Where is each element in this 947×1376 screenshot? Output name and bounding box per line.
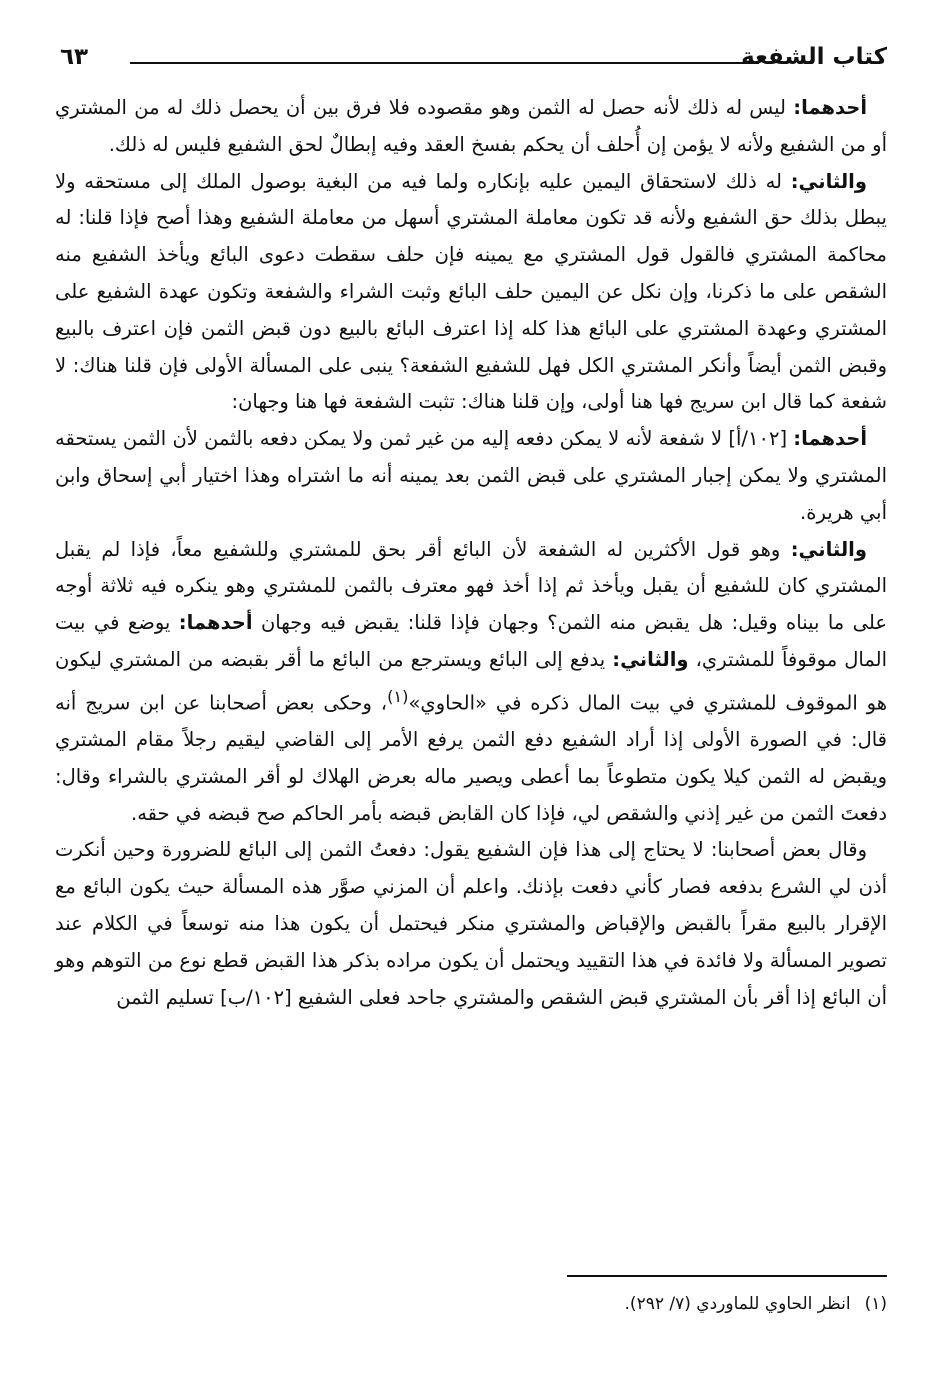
footnote-reference[interactable]: (١)	[387, 686, 409, 706]
paragraph-text: [١٠٢/أ] لا شفعة لأنه لا يمكن دفعه إليه من غير ثمن ولا يمكن دفعه بالثمن لأن الثمن يستحقه المشتري ولا يمكن إجبار المشتري على قبض الثمن بعد يمينه أنه ما اشتراه وهذا اختيار أبي إسحاق وابن أبي هريرة.	[55, 427, 887, 524]
main-text	[55, 90, 887, 1016]
paragraph	[55, 421, 887, 531]
inline-lead: أحدهما:	[178, 611, 253, 635]
footnote	[55, 1290, 887, 1318]
paragraph-text: له ذلك لاستحقاق اليمين عليه بإنكاره ولما فيه من البغية بوصول الملك إلى مستحقه ولا يبطل بذلك حق الشفيع ولأنه قد تكون معاملة المشتري أسهل من معاملة الشفيع وهذا أصح فإذا قلنا: له محاكمة المشتري فالقول قول المشتري مع يمينه فإن حلف سقطت دعوى البائع ويأخذ الشفيع منه الشقص على ما ذكرنا، وإن نكل عن اليمين حلف البائع وثبت الشراء والشفعة وتكون عهدة الشفيع على المشتري وعهدة المشتري على البائع هذا كله إذا اعترف البائع بالبيع دون قبض الثمن فإن اعترف بالبيع وقبض الثمن أيضاً وأنكر المشتري الكل فهل للشفيع الشفعة؟ ينبى على المسألة الأولى فإن قلنا هناك: لا شفعة كما قال ابن سريج فها هنا أولى، وإن قلنا هناك: تثبت الشفعة فها هنا وجهان:	[55, 169, 887, 414]
paragraph-text: وقال بعض أصحابنا: لا يحتاج إلى هذا فإن الشفيع يقول: دفعتُ الثمن إلى البائع للضرورة وحين أنكرت أذن لي الشرع بدفعه فصار كأني دفعت بإذنك. واعلم أن المزني صوَّر هذه المسألة حيث يكون البائع مع الإقرار بالبيع مقراً بالقبض والإقباض والمشتري منكر فيحتمل أن يكون هذا منه توسعاً في الكلام عند تصوير المسألة ولا فائدة في هذا التقييد ويحتمل أن يكون مراده بذكر هذا القبض قطع نوع من التوهم وهو أن البائع إذا أقر بأن المشتري قبض الشقص والمشتري جاحد فعلى الشفيع [١٠٢/ب] تسليم الثمن	[55, 838, 887, 1009]
paragraph	[55, 164, 887, 422]
paragraph-lead: والثاني:	[790, 537, 867, 561]
paragraph	[55, 832, 887, 1016]
paragraph	[55, 532, 887, 833]
paragraph	[55, 90, 887, 164]
paragraph-text: يوضع في بيت المال موقوفاً للمشتري،	[55, 611, 887, 671]
paragraph-text: يدفع إلى البائع ويسترجع من البائع ما أقر بقبضه من المشتري ليكون هو الموقوف للمشتري في بيت المال ذكره في «الحاوي»	[55, 647, 887, 715]
paragraph-lead: أحدهما:	[793, 427, 868, 451]
paragraph-lead: والثاني:	[790, 169, 867, 193]
inline-lead: والثاني:	[612, 647, 689, 671]
header-rule	[130, 62, 759, 64]
chapter-title: كتاب الشفعة	[741, 44, 887, 70]
footnote-number: (١)	[864, 1294, 887, 1314]
paragraph-lead: أحدهما:	[793, 96, 867, 119]
page-header	[60, 40, 887, 80]
paragraph-text: ، وحكى بعض أصحابنا عن ابن سريج أنه قال: في الصورة الأولى إذا أراد الشفيع دفع الثمن يرفع الأمر إلى القاضي ليقيم رجلاً مقام المشتري ويقبض له الثمن كيلا يكون متطوعاً بما أعطى ويصير ماله بعرض الهلاك لو أقر المشتري بالشراء وقال: دفعتَ الثمن من غير إذني والشقص لي، فإذا كان القابض قبضه بأمر الحاكم صح قبضه في حقه.	[55, 691, 887, 825]
paragraph-text: ليس له ذلك لأنه حصل له الثمن وهو مقصوده فلا فرق بين أن يحصل ذلك له من المشتري أو من الشفيع ولأنه لا يؤمن إن أُحلف أن يحكم بفسخ العقد وفيه إبطالٌ لحق الشفيع فليس له ذلك.	[55, 96, 887, 156]
footnote-text: انظر الحاوي للماوردي (٧/ ٢٩٢).	[624, 1294, 851, 1314]
footnote-rule	[567, 1275, 887, 1277]
paragraph-text: وهو قول الأكثرين له الشفعة لأن البائع أقر بحق للمشتري وللشفيع معاً، فإذا لم يقبل المشتري كان للشفيع أن يقبل ويأخذ ثم إذا أخذ فهو معترف بالثمن للمشتري وهو ينكره فيه ثلاثة أوجه على ما بيناه وقيل: هل يقبض منه الثمن؟ وجهان فإذا قلنا: يقبض فيه وجهان	[55, 537, 887, 635]
page-number: ٦٣	[60, 44, 89, 70]
